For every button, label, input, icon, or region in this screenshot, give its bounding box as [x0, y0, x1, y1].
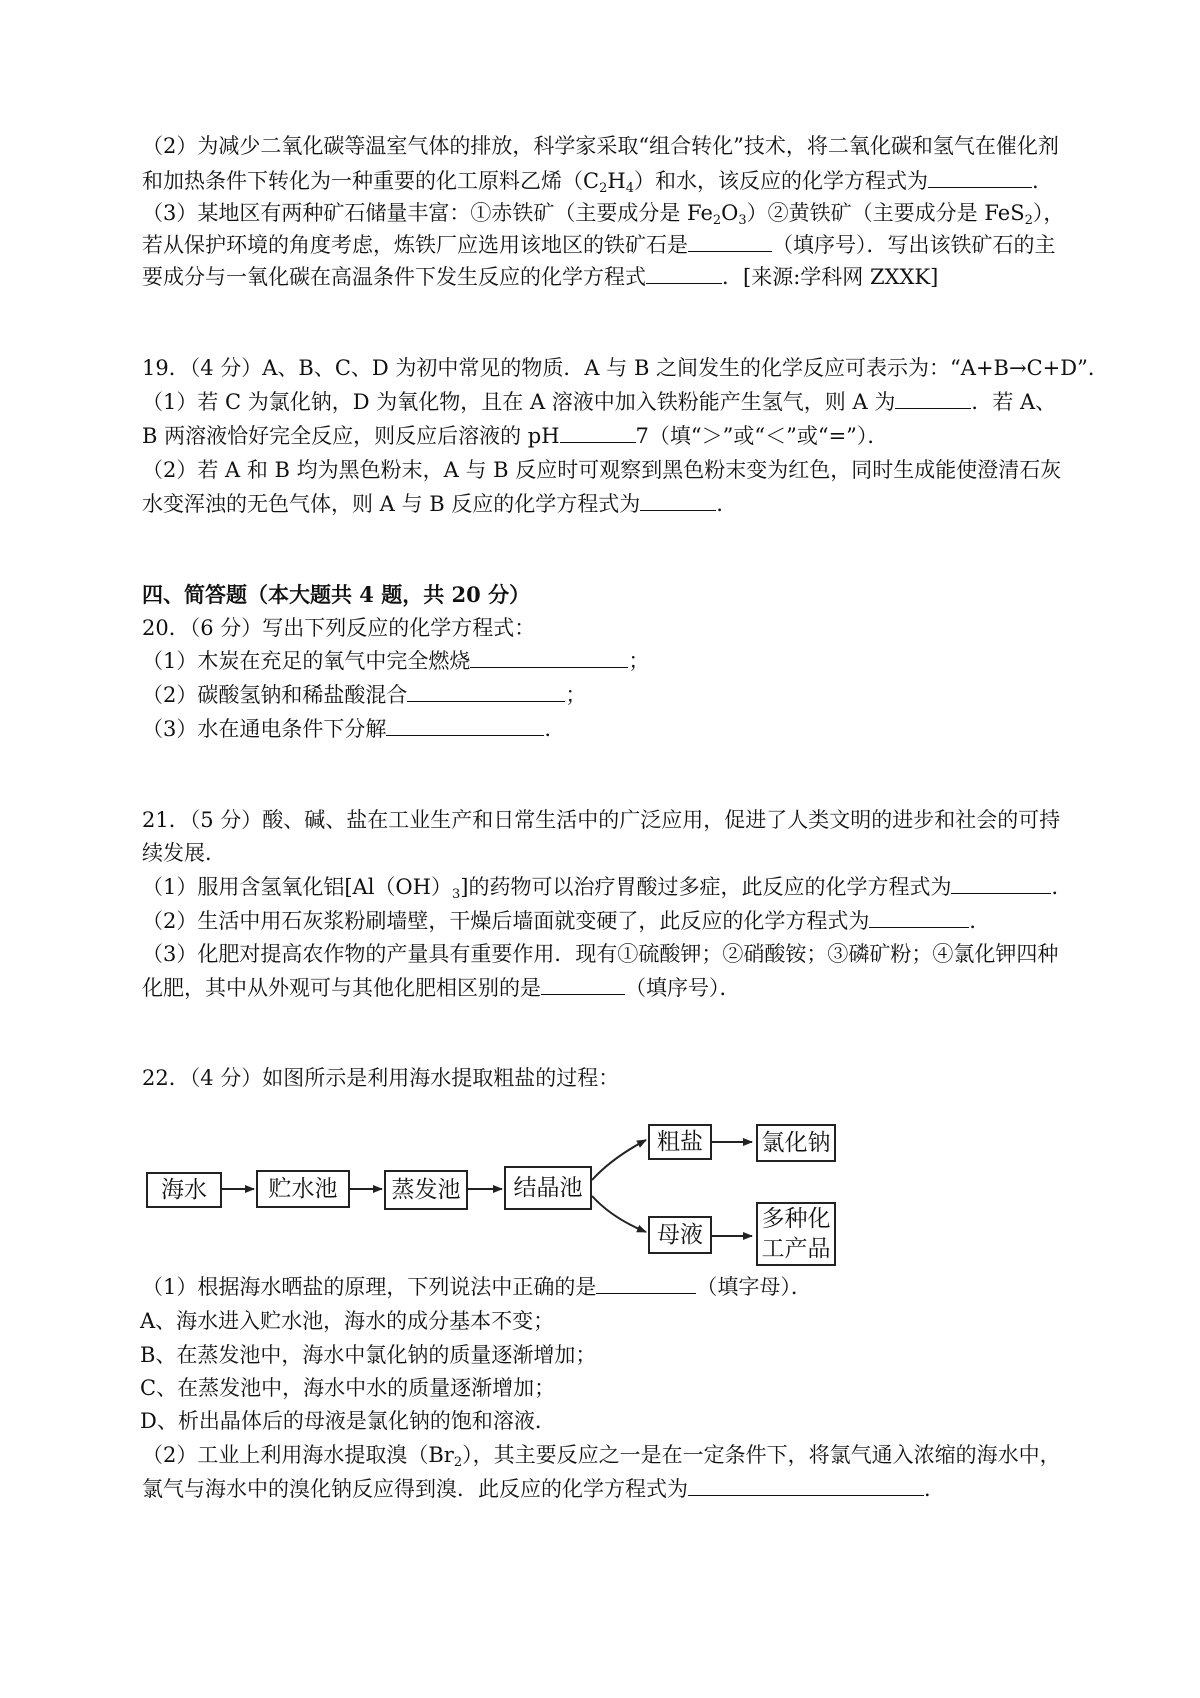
q18-part3-line3: 要成分与一氧化碳在高温条件下发生反应的化学方程式 ．[来源:学科网 ZXXK]	[142, 265, 939, 289]
q19-part1-line1: （1）若 C 为氯化钠，D 为氧化物，且在 A 溶液中加入铁粉能产生氢气，则 A 为 ．若 A、	[142, 390, 1057, 414]
q21-stem-line1: 21．（5 分）酸、碱、盐在工业生产和日常生活中的广泛应用，促进了人类文明的进步和社会的可持	[142, 808, 1061, 832]
q22-option-c: C、在蒸发池中，海水中水的质量逐渐增加；	[140, 1376, 556, 1400]
arrow-crystallization-to-mother-liquor	[592, 1196, 646, 1232]
q19-part2-line2: 水变浑浊的无色气体，则 A 与 B 反应的化学方程式为 ．	[142, 492, 738, 516]
diagram-node-sodium-chloride: 氯化钠	[756, 1124, 836, 1162]
q22-part1: （1）根据海水晒盐的原理，下列说法中正确的是 （填字母）．	[142, 1275, 812, 1299]
answer-blank[interactable]	[596, 1275, 696, 1294]
diagram-node-chemical-products: 多种化 工产品	[756, 1202, 836, 1266]
diagram-node-crystallization-pond: 结晶池	[504, 1166, 592, 1210]
q19-part2-line1: （2）若 A 和 B 均为黑色粉末，A 与 B 反应时可观察到黑色粉末变为红色，同时生成能使澄清石灰	[142, 458, 1062, 482]
q22-part2-line2: 氯气与海水中的溴化钠反应得到溴．此反应的化学方程式为 ．	[142, 1477, 945, 1501]
q19-part1-line2: B 两溶液恰好完全反应，则反应后溶液的 pH 7（填“＞”或“＜”或“=”）．	[142, 424, 889, 448]
q19-stem: 19．（4 分）A、B、C、D 为初中常见的物质．A 与 B 之间发生的化学反应可表示为：“A+B→C+D”．	[142, 356, 1109, 380]
q18-part2-line2: 和加热条件下转化为一种重要的化工原料乙烯$(C_2H_4)$和水，该反应的化学方程式为 .	[142, 169, 1039, 196]
diagram-node-seawater: 海水	[146, 1172, 222, 1208]
diagram-node-storage-pond: 贮水池	[256, 1170, 350, 1208]
q21-part2: （2）生活中用石灰浆粉刷墙壁，干燥后墙面就变硬了，此反应的化学方程式为 ．	[142, 909, 991, 933]
diagram-node-crude-salt: 粗盐	[648, 1124, 712, 1160]
q18-part2-line1: （2）为减少二氧化碳等温室气体的排放，科学家采取“组合转化”技术，将二氧化碳和氢气在催化剂	[142, 134, 1059, 158]
q22-option-a: A、海水进入贮水池，海水的成分基本不变；	[140, 1309, 555, 1333]
q21-stem-line2: 续发展．	[142, 841, 226, 865]
q22-option-b: B、在蒸发池中，海水中氯化钠的质量逐渐增加；	[140, 1343, 597, 1367]
q22-part2-line1: （2）工业上利用海水提取溴$(Br_2)$，其主要反应之一是在一定条件下，将氯气通入浓缩的海水中，	[142, 1443, 1061, 1470]
section-heading: 四、简答题（本大题共 4 题，共 20 分）	[142, 582, 531, 607]
q22-stem: 22．（4 分）如图所示是利用海水提取粗盐的过程：	[142, 1066, 620, 1090]
q20-part3: （3）水在通电条件下分解 .	[142, 717, 552, 741]
q21-part1: （1）服用含氢氧化铝$[Al(OH)_3]$的药物可以治疗胃酸过多症，此反应的化学方程式为 ．	[142, 875, 1073, 902]
arrow-crystallization-to-crude-salt	[592, 1140, 646, 1180]
q18-part3-line2: 若从保护环境的角度考虑，炼铁厂应选用该地区的铁矿石是 （填序号）．写出该铁矿石的主	[142, 233, 1056, 257]
q20-part1: （1）木炭在充足的氧气中完全燃烧 ；	[142, 649, 650, 673]
q22-option-d: D、析出晶体后的母液是氯化钠的饱和溶液．	[140, 1409, 556, 1433]
answer-blank[interactable]	[688, 1477, 924, 1496]
q18-part3-line1: （3）某地区有两种矿石储量丰富：①赤铁矿（主要成分是 $Fe_2O_3)②$黄铁矿（主要成分是 FeS$_2$），	[142, 201, 1065, 228]
q20-stem: 20．（6 分）写出下列反应的化学方程式：	[142, 616, 536, 640]
q21-part3-line1: （3）化肥对提高农作物的产量具有重要作用．现有①硫酸钾；②硝酸铵；③磷矿粉；④氯化钾四种	[142, 942, 1059, 966]
q20-part2: （2）碳酸氢钠和稀盐酸混合 ；	[142, 683, 587, 707]
diagram-node-mother-liquor: 母液	[648, 1216, 712, 1254]
diagram-node-evaporation-pond: 蒸发池	[384, 1170, 468, 1210]
q21-part3-line2: 化肥，其中从外观可与其他化肥相区别的是 （填序号）．	[142, 976, 741, 1000]
